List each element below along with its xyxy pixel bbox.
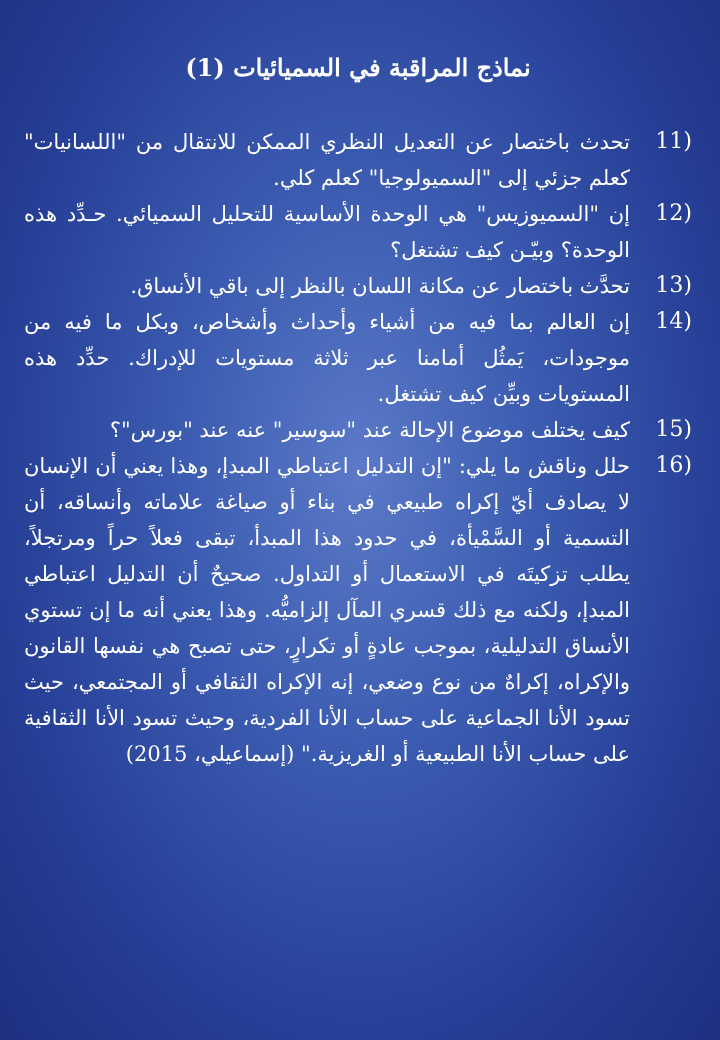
page-title: نماذج المراقبة في السميائيات (1) <box>185 53 531 82</box>
question-item <box>24 196 692 268</box>
question-item <box>24 304 692 412</box>
question-text: تحدث باختصار عن التعديل النظري الممكن للانتقال من "اللسانيات" كعلم جزئي إلى "السميولوجيا" كعلم كلي. <box>24 130 630 190</box>
question-number: 12) <box>655 201 692 226</box>
question-number: 11) <box>655 129 692 154</box>
question-item <box>24 124 692 196</box>
question-item <box>24 448 692 772</box>
question-number: 13) <box>655 273 692 298</box>
question-number: 14) <box>655 309 692 334</box>
question-item <box>24 268 692 304</box>
question-list <box>24 124 692 772</box>
question-item <box>24 412 692 448</box>
question-text: إن العالم بما فيه من أشياء وأحداث وأشخاص، وبكل ما فيه من موجودات، يَمثُل أمامنا عبر ثلاثة مستويات للإدراك. حدِّد هذه المستويات وبيِّن كيف تشتغل. <box>24 310 630 406</box>
question-number: 15) <box>655 417 692 442</box>
question-text: حلل وناقش ما يلي: "إن التدليل اعتباطي المبدإ، وهذا يعني أن الإنسان لا يصادف أيّ إكراه طبيعي في بناء أو صياغة علاماته وأنساقه، أن التسمية أو السَّمْيأة، في حدود هذا المبدأ، تبقى فعلاً حراً ومرتجلاً، يطلب تزكيتَه في الاستعمال أو التداول. صحيحٌ أن التدليل اعتباطي المبدإ، ولكنه مع ذلك قسري المآل إلزاميُّه. وهذا يعني أنه ما إن تستوي الأنساق التدليلية، بموجب عادةٍ أو تكرارٍ، حتى تصبح هي نفسها القانون والإكراه، إكراهٌ من نوع وضعي، إنه الإكراه الثقافي أو المجتمعي، حيث تسود الأنا الجماعية على حساب الأنا الفردية، وحيث تسود الأنا الثقافية على حساب الأنا الطبيعية أو الغريزية." (إسماعيلي، 2015) <box>24 454 630 766</box>
question-number: 16) <box>655 453 692 478</box>
question-text: كيف يختلف موضوع الإحالة عند "سوسير" عنه عند "بورس"؟ <box>109 418 630 442</box>
question-text: تحدَّث باختصار عن مكانة اللسان بالنظر إلى باقي الأنساق. <box>130 274 630 298</box>
question-text: إن "السميوزيس" هي الوحدة الأساسية للتحليل السميائي. حـدِّد هذه الوحدة؟ وبيّـن كيف تشتغل؟ <box>24 202 630 262</box>
